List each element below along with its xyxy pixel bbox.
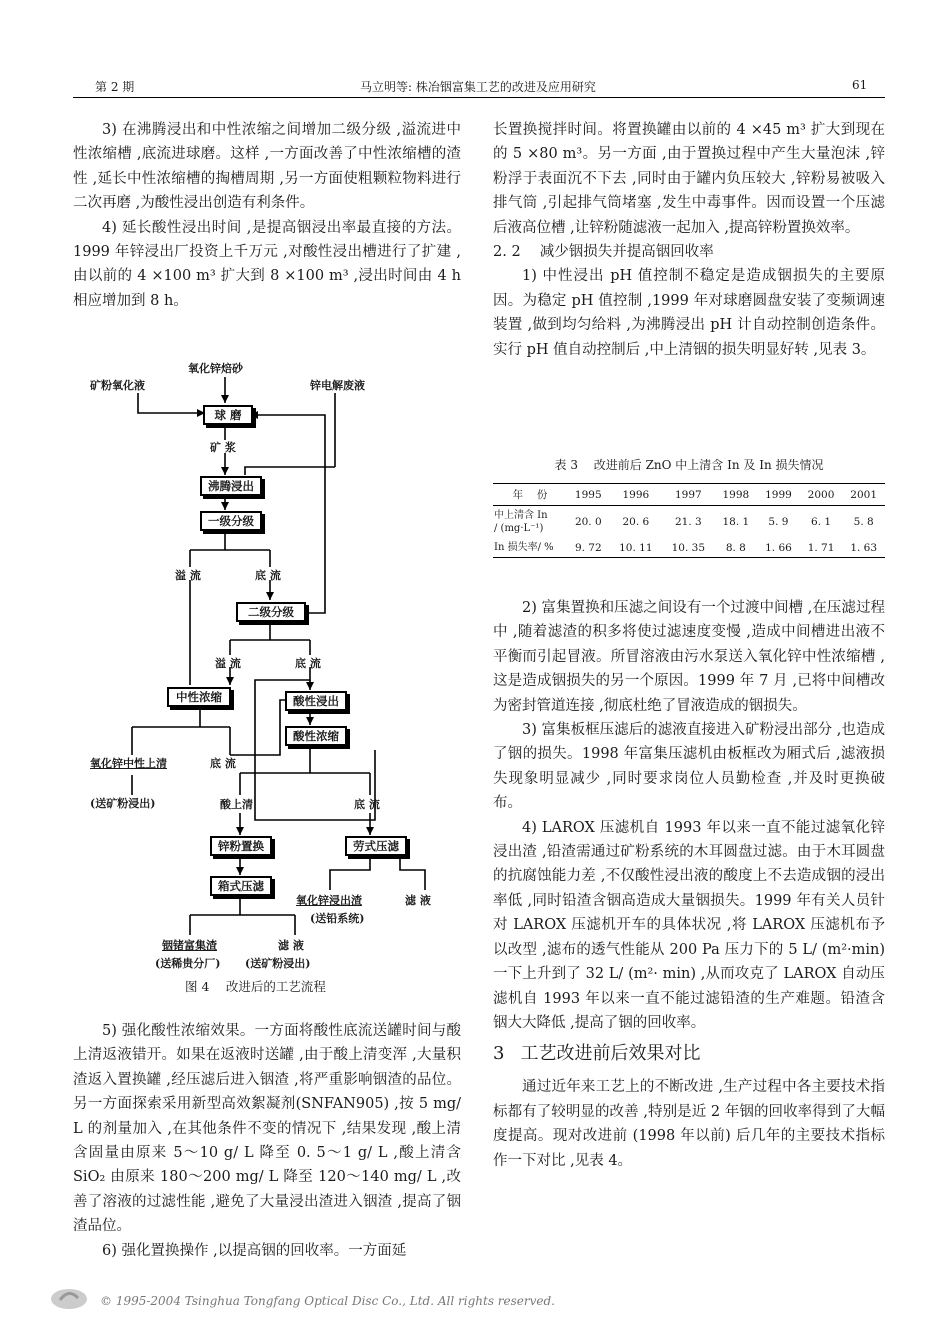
table-cell: 1. 63: [842, 538, 885, 558]
section-number: 3: [493, 1043, 505, 1065]
paragraph: 5) 强化酸性浓缩效果。一方面将酸性底流送罐时间与酸上清返液错开。如果在返液时送罐 ,由于酸上清变浑 ,大量积渣返入置换罐 ,经压滤后进入铟渣 ,将严重影响铟渣的品位。另一方面探索采用新型高效絮凝剂(SNFAN905) ,按 5 mg/ L 的剂量加入 ,在其他条件不变的情况下 ,结果发现 ,酸上清含固量由原来 5～10 g/ L 降至 0. 5～1 g/ L ,酸上清含 SiO₂ 由原来 180～200 mg/ L 降至 120～140 mg/ L ,改善了溶液的过滤性能 ,避免了大量浸出渣进入铟渣 ,提高了铟渣品位。: [73, 1023, 461, 1235]
flow-box: 一级分级: [200, 511, 262, 531]
flow-label: (送矿粉浸出): [245, 957, 311, 970]
flow-label: 滤 液: [278, 939, 304, 952]
flow-label: (送矿粉浸出): [90, 797, 156, 810]
flow-label: 氧化锌中性上清: [90, 757, 167, 770]
table-cell: 20. 6: [622, 516, 650, 528]
paragraph: 4) LAROX 压滤机自 1993 年以来一直不能过滤氧化锌浸出渣 ,铅渣需通过矿粉系统的木耳圆盘过滤。由于木耳圆盘的抗腐蚀能力差 ,不仅酸性浸出液的酸度上不去造成铟的浸出率低 ,同时铅渣含铟高造成大量铟损失。1999 年有关人员针对 LAROX 压滤机开车的具体状况 ,将 LAROX 压滤机布予以改型 ,滤布的透气性能从 200 Pa 压力下的 5 L/ (m²·min) 一下上升到了 32 L/ (m²· min) ,从而攻克了 LAROX 自动压滤机自 1993 年以来一直不能过滤铅渣的生产难题。铅渣含铟大大降低 ,提高了铟的回收率。: [493, 819, 885, 1031]
paragraph: 2) 富集置换和压滤之间设有一个过渡中间槽 ,在压滤过程中 ,随着滤渣的积多将使过滤速度变慢 ,造成中间槽进出液不平衡而引起冒液。所冒溶液由污水泵送入氧化锌中性浓缩槽 ,这是造成铟损失的另一个原因。1999 年 7 月 ,已将中间槽改为密封管道连接 ,彻底杜绝了冒液造成的铟损失。: [493, 600, 885, 714]
flow-label: 底 流: [295, 657, 321, 670]
section-heading-3: [493, 1039, 885, 1069]
flow-box: 箱式压滤: [210, 876, 272, 896]
table-cell: 18. 1: [722, 516, 750, 528]
table-caption: 表 3 改进前后 ZnO 中上清含 In 及 In 损失情况: [554, 458, 824, 472]
row-label-line2: / (mg·L⁻¹): [494, 523, 544, 534]
copyright-footer: © 1995-2004 Tsinghua Tongfang Optical Disc Co., Ltd. All rights reserved.: [100, 1294, 555, 1308]
flow-box: 劳式压滤: [345, 836, 407, 856]
paragraph: 3) 富集板框压滤后的滤液直接进入矿粉浸出部分 ,也造成了铟的损失。1998 年富集压滤机由板框改为厢式后 ,滤液损失现象明显减少 ,同时要求岗位人员勤检查 ,并及时更换破布。: [493, 722, 885, 812]
table-cell: 10. 35: [662, 538, 714, 558]
table-cell: 6. 1: [811, 516, 832, 528]
flow-label: (送铅系统): [310, 912, 365, 925]
section-heading-2-2: 2. 2 减少铟损失并提高铟回收率: [493, 244, 714, 261]
table-cell: 1. 66: [757, 538, 800, 558]
table-header: 年 份: [493, 484, 567, 506]
table-cell: 9. 72: [567, 538, 610, 558]
left-column-bottom: [73, 1019, 461, 1263]
table-3: [493, 456, 885, 558]
flow-box: 中性浓缩: [167, 687, 231, 707]
running-title: 马立明等: 株冶铟富集工艺的改进及应用研究: [360, 80, 596, 94]
paragraph: 3) 在沸腾浸出和中性浓缩之间增加二级分级 ,溢流进中性浓缩槽 ,底流进球磨。这样 ,一方面改善了中性浓缩槽的渣性 ,延长中性浓缩槽的掏槽周期 ,另一方面使粗颗粒物料进行二次再磨 ,为酸性浸出创造有利条件。: [73, 122, 461, 212]
flow-label: 滤 液: [405, 894, 431, 907]
right-column-bottom: [493, 596, 885, 1173]
flow-label: 氧化锌浸出渣: [296, 894, 362, 907]
table-cell: 20. 0: [574, 516, 602, 528]
data-table: [493, 483, 885, 558]
issue-number: 第 2 期: [95, 80, 135, 94]
section-title: 工艺改进前后效果对比: [520, 1043, 701, 1065]
flow-label: 铟锗富集渣: [162, 939, 217, 952]
flow-label: 底 流: [210, 757, 236, 770]
paragraph: 4) 延长酸性浸出时间 ,是提高铟浸出率最直接的方法。1999 年锌浸出厂投资上千万元 ,对酸性浸出槽进行了扩建 ,由以前的 4 ×100 m³ 扩大到 8 ×100 m³ ,浸出时间由 4 h 相应增加到 8 h。: [73, 219, 461, 309]
table-cell: 5. 9: [768, 516, 789, 528]
flow-label: 矿粉氧化液: [90, 379, 145, 392]
row-label: [493, 506, 567, 539]
table-cell: 21. 3: [674, 516, 702, 528]
paragraph: 长置换搅拌时间。将置换罐由以前的 4 ×45 m³ 扩大到现在的 5 ×80 m³。另一方面 ,由于置换过程中产生大量泡沫 ,锌粉浮于表面沉不下去 ,同时由于罐内负压较大 ,锌粉易被吸入排气筒 ,引起排气筒堵塞 ,发生中毒事件。因而设置一个压滤后液高位槽 ,让锌粉随滤液一起加入 ,提高锌粉置换效率。: [493, 122, 885, 236]
table-cell: 8. 8: [715, 538, 758, 558]
row-label: In 损失率/ %: [493, 538, 567, 558]
year-cell: 1995: [567, 484, 610, 506]
header-rule: [73, 97, 885, 98]
flow-label: 底 流: [255, 569, 281, 582]
page-number: 61: [852, 78, 868, 92]
flow-box: 沸腾浸出: [200, 476, 262, 496]
flow-label: 锌电解废液: [310, 379, 365, 392]
left-column-top: [73, 118, 461, 313]
flow-label: (送稀贵分厂): [155, 957, 221, 970]
year-cell: 1999: [757, 484, 800, 506]
table-cell: 5. 8: [853, 516, 874, 528]
year-cell: 2001: [842, 484, 885, 506]
flow-label: 溢 流: [215, 657, 241, 670]
right-column-top: [493, 118, 885, 362]
figure-caption: 图 4 改进后的工艺流程: [185, 979, 326, 994]
flow-box: 二级分级: [236, 602, 306, 622]
table-cell: 10. 11: [610, 538, 662, 558]
flow-label: 溢 流: [175, 569, 201, 582]
flow-label: 底 流: [354, 798, 380, 811]
flow-box: 酸性浸出: [285, 691, 347, 711]
paragraph: 通过近年来工艺上的不断改进 ,生产过程中各主要技术指标都有了较明显的改善 ,特别是近 2 年铟的回收率得到了大幅度提高。现对改进前 (1998 年以前) 后几年的主要技术指标作一下对比 ,见表 4。: [493, 1079, 885, 1169]
flow-label: 矿 浆: [210, 441, 236, 454]
publisher-logo-icon: [48, 1284, 90, 1314]
year-cell: 1997: [662, 484, 714, 506]
flow-box: 锌粉置换: [210, 836, 272, 856]
flow-box: 酸性浓缩: [285, 726, 347, 746]
flow-box-ball-mill: 球 磨: [203, 405, 253, 425]
process-flowchart: [70, 355, 465, 995]
year-cell: 1998: [715, 484, 758, 506]
paragraph: 6) 强化置换操作 ,以提高铟的回收率。一方面延: [102, 1242, 407, 1259]
flow-label: 氧化锌焙砂: [188, 362, 243, 375]
year-cell: 1996: [610, 484, 662, 506]
row-label-line1: 中上清含 In: [494, 510, 548, 521]
paragraph: 1) 中性浸出 pH 值控制不稳定是造成铟损失的主要原因。为稳定 pH 值控制 ,1999 年对球磨圆盘安装了变频调速装置 ,做到均匀给料 ,为沸腾浸出 pH 计自动控制创造条件。实行 pH 值自动控制后 ,中上清铟的损失明显好转 ,见表 3。: [493, 268, 885, 358]
year-cell: 2000: [800, 484, 843, 506]
table-cell: 1. 71: [800, 538, 843, 558]
flow-label: 酸上清: [220, 798, 253, 811]
